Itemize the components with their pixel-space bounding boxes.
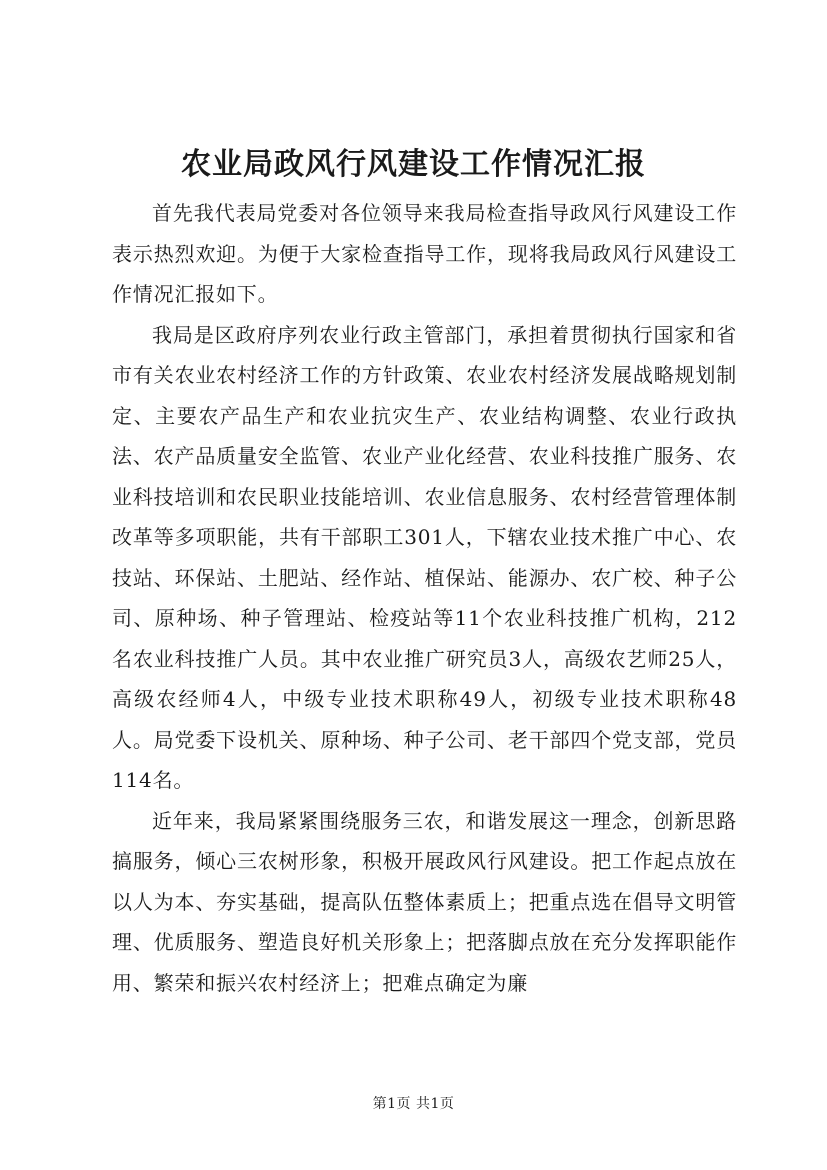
document-body — [112, 193, 737, 1003]
paragraph-recent-work: 近年来，我局紧紧围绕服务三农，和谐发展这一理念，创新思路搞服务，倾心三农树形象，积极开展政风行风建设。把工作起点放在以人为本、夯实基础，提高队伍整体素质上；把重点选在倡导文明管理、优质服务、塑造良好机关形象上；把落脚点放在充分发挥职能作用、繁荣和振兴农村经济上；把难点确定为廉 — [112, 808, 737, 995]
paragraph-intro: 首先我代表局党委对各位领导来我局检查指导政风行风建设工作表示热烈欢迎。为便于大家检查指导工作，现将我局政风行风建设工作情况汇报如下。 — [112, 201, 737, 306]
document-title: 农业局政风行风建设工作情况汇报 — [181, 147, 646, 182]
paragraph-overview: 我局是区政府序列农业行政主管部门，承担着贯彻执行国家和省市有关农业农村经济工作的方针政策、农业农村经济发展战略规划制定、主要农产品生产和农业抗灾生产、农业结构调整、农业行政执法、农产品质量安全监管、农业产业化经营、农业科技推广服务、农业科技培训和农民职业技能培训、农业信息服务、农村经营管理体制改革等多项职能，共有干部职工301人，下辖农业技术推广中心、农技站、环保站、土肥站、经作站、植保站、能源办、农广校、种子公司、原种场、种子管理站、检疫站等11个农业科技推广机构，212名农业科技推广人员。其中农业推广研究员3人，高级农艺师25人，高级农经师4人，中级专业技术职称49人，初级专业技术职称48人。局党委下设机关、原种场、种子公司、老干部四个党支部，党员114名。 — [112, 322, 737, 792]
page-footer: 第1页 共1页 — [372, 1096, 455, 1112]
